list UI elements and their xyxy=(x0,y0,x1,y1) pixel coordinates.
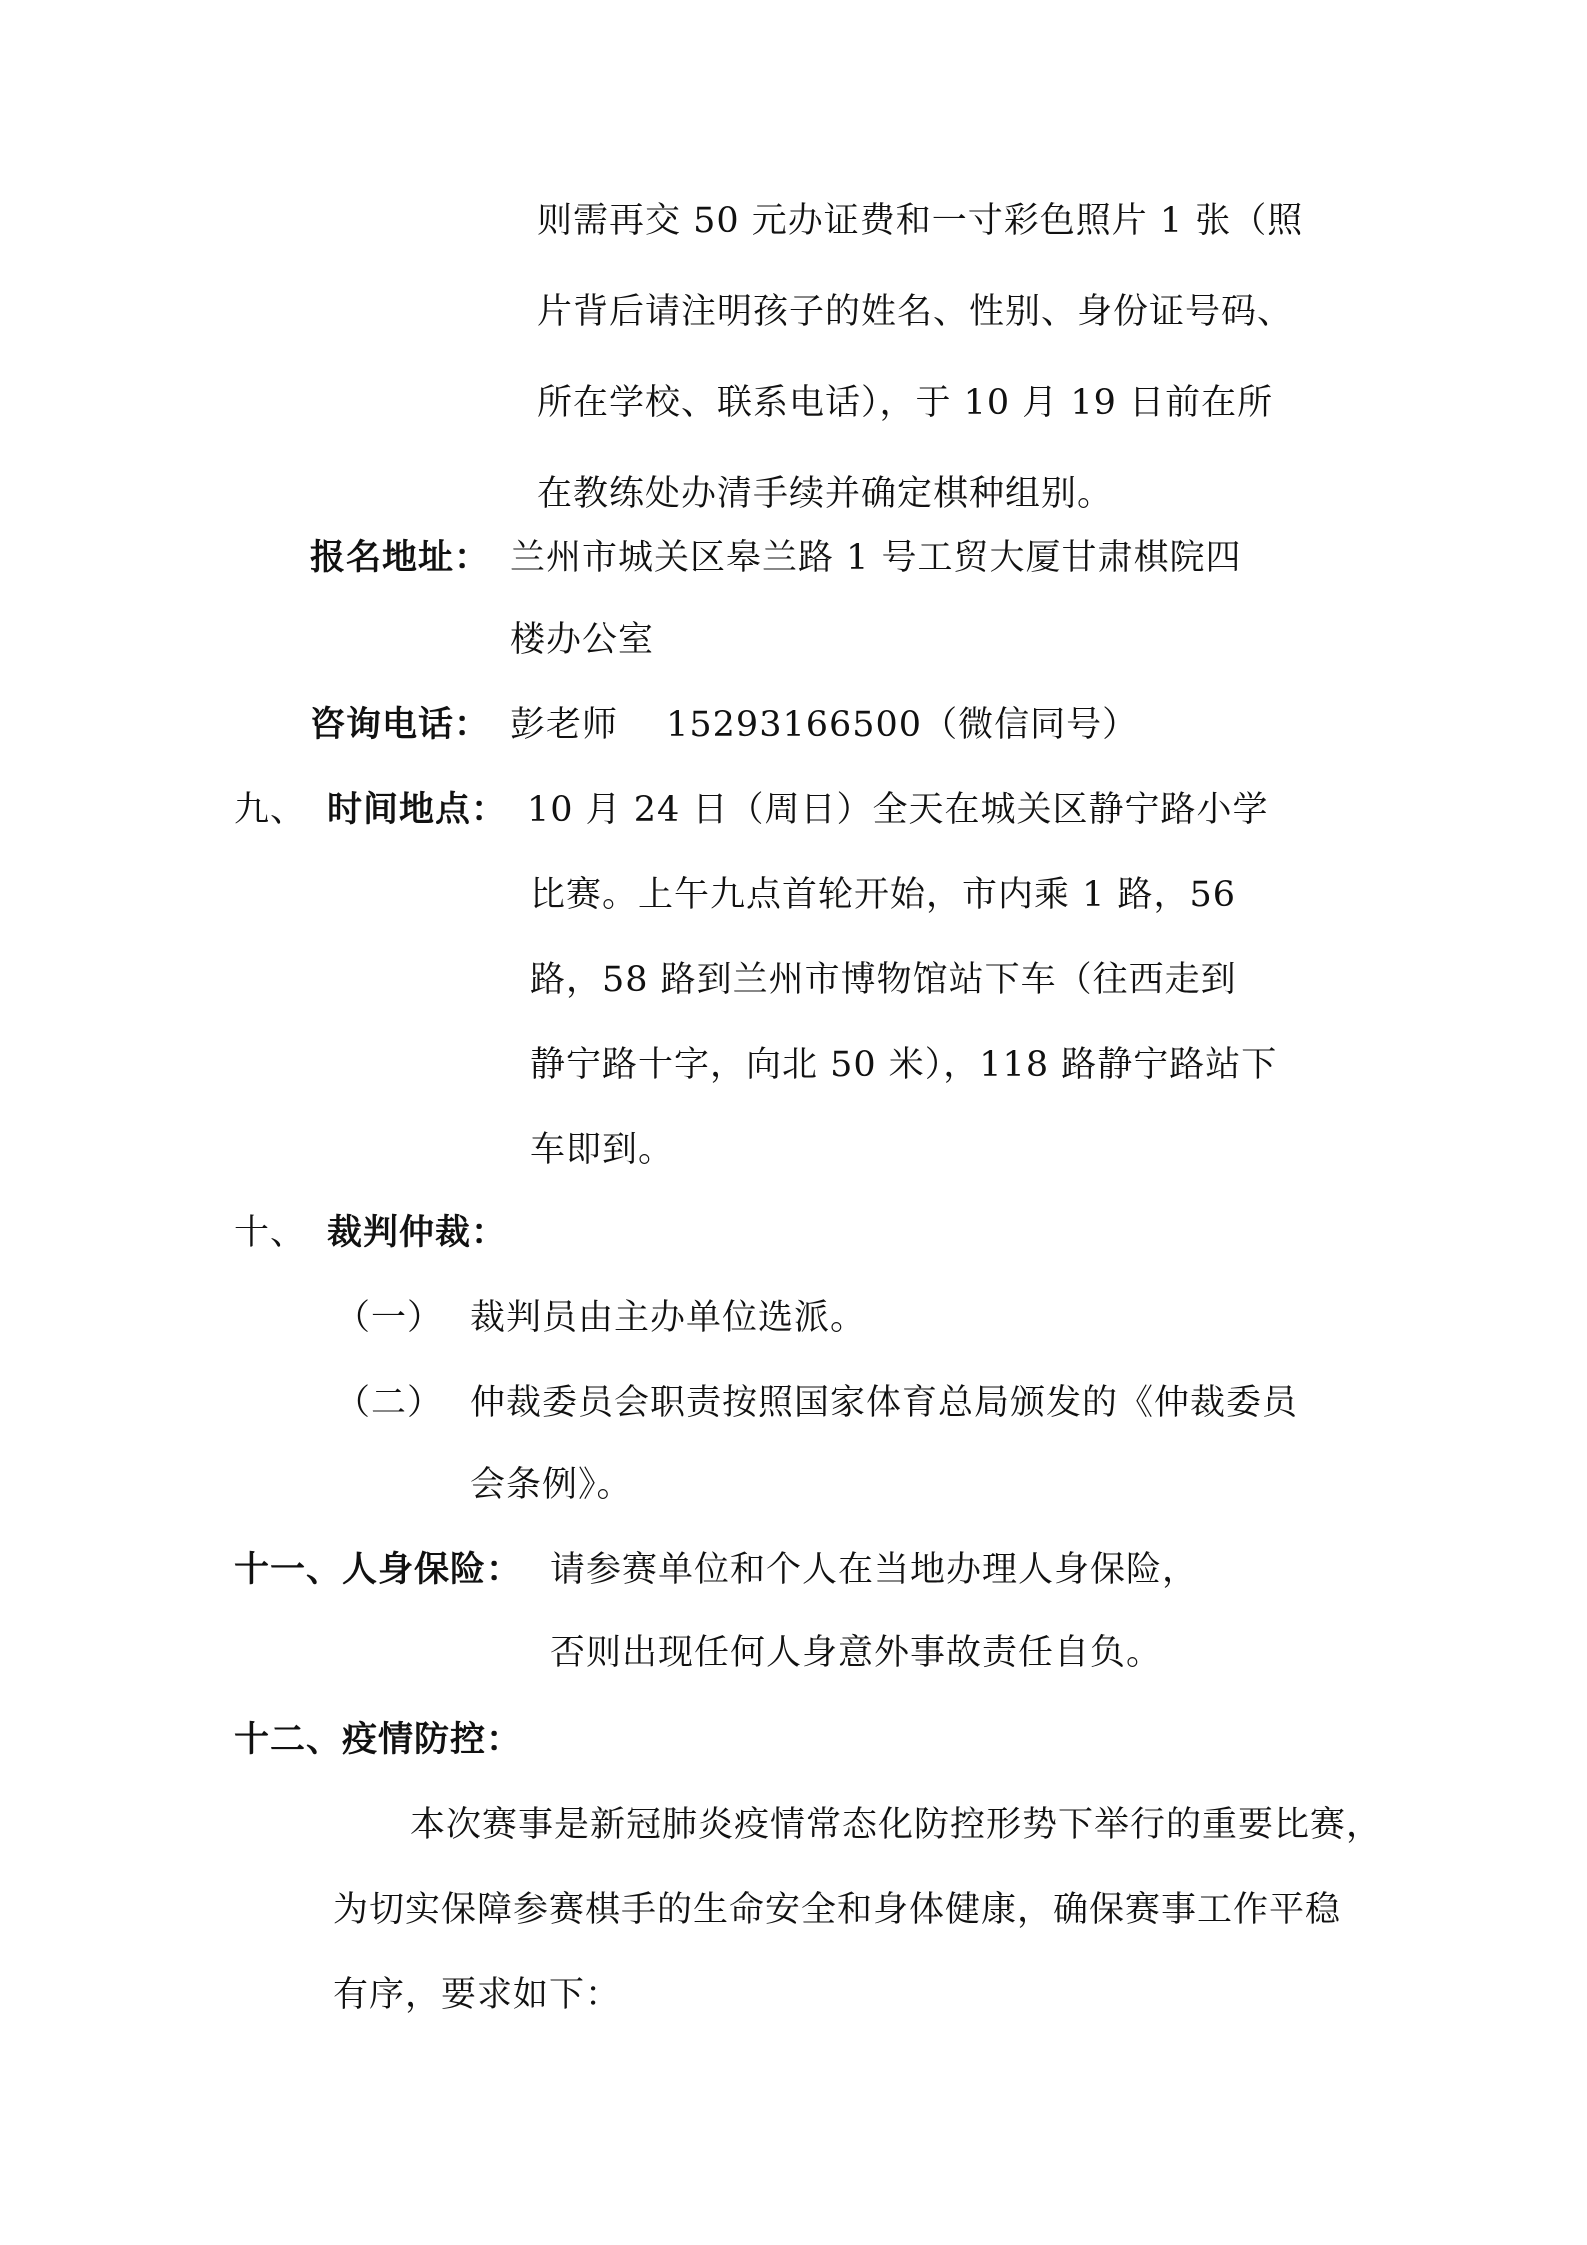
registration-text-line-4: 在教练处办清手续并确定棋种组别。 xyxy=(537,474,1114,514)
registration-text-line-2: 片背后请注明孩子的姓名、性别、身份证号码、 xyxy=(537,292,1294,332)
section-9-label: 时间地点： xyxy=(327,789,508,830)
section-9-line-2: 比赛。上午九点首轮开始，市内乘 1 路，56 xyxy=(530,875,1237,915)
section-10-item-2-line-1: 仲裁委员会职责按照国家体育总局颁发的《仲裁委员 xyxy=(470,1383,1299,1423)
section-12-paragraph-line-1: 本次赛事是新冠肺炎疫情常态化防控形势下举行的重要比赛， xyxy=(410,1805,1383,1845)
registration-text-line-3: 所在学校、联系电话），于 10 月 19 日前在所 xyxy=(537,383,1274,423)
section-9-line-4: 静宁路十字，向北 50 米），118 路静宁路站下 xyxy=(530,1045,1278,1085)
section-9-line-1: 10 月 24 日（周日）全天在城关区静宁路小学 xyxy=(527,790,1269,830)
section-12-paragraph-line-2: 为切实保障参赛棋手的生命安全和身体健康，确保赛事工作平稳 xyxy=(333,1890,1342,1930)
section-10-label: 裁判仲裁： xyxy=(327,1212,508,1253)
section-9-number: 九、 xyxy=(234,790,307,830)
section-10-item-1-text: 裁判员由主办单位选派。 xyxy=(470,1298,867,1338)
section-10-item-2-line-2: 会条例》。 xyxy=(470,1465,633,1505)
registration-text-line-1: 则需再交 50 元办证费和一寸彩色照片 1 张（照 xyxy=(537,201,1304,241)
section-10-item-2-number: （二） xyxy=(335,1383,444,1423)
section-12-paragraph-line-3: 有序，要求如下： xyxy=(333,1975,622,2015)
section-10-number: 十、 xyxy=(234,1213,307,1253)
section-10-item-1-number: （一） xyxy=(335,1298,444,1338)
phone-label: 咨询电话： xyxy=(310,704,491,745)
address-label: 报名地址： xyxy=(310,537,491,578)
section-11-label: 十一、人身保险： xyxy=(234,1549,523,1590)
section-12-label: 十二、疫情防控： xyxy=(234,1719,523,1760)
phone-value: 彭老师 15293166500（微信同号） xyxy=(510,705,1139,745)
address-line-2: 楼办公室 xyxy=(510,620,655,660)
address-line-1: 兰州市城关区皋兰路 1 号工贸大厦甘肃棋院四 xyxy=(510,538,1242,578)
section-11-line-2: 否则出现任何人身意外事故责任自负。 xyxy=(550,1633,1163,1673)
section-11-line-1: 请参赛单位和个人在当地办理人身保险， xyxy=(550,1550,1199,1590)
section-9-line-5: 车即到。 xyxy=(530,1130,675,1170)
section-9-line-3: 路，58 路到兰州市博物馆站下车（往西走到 xyxy=(530,960,1237,1000)
